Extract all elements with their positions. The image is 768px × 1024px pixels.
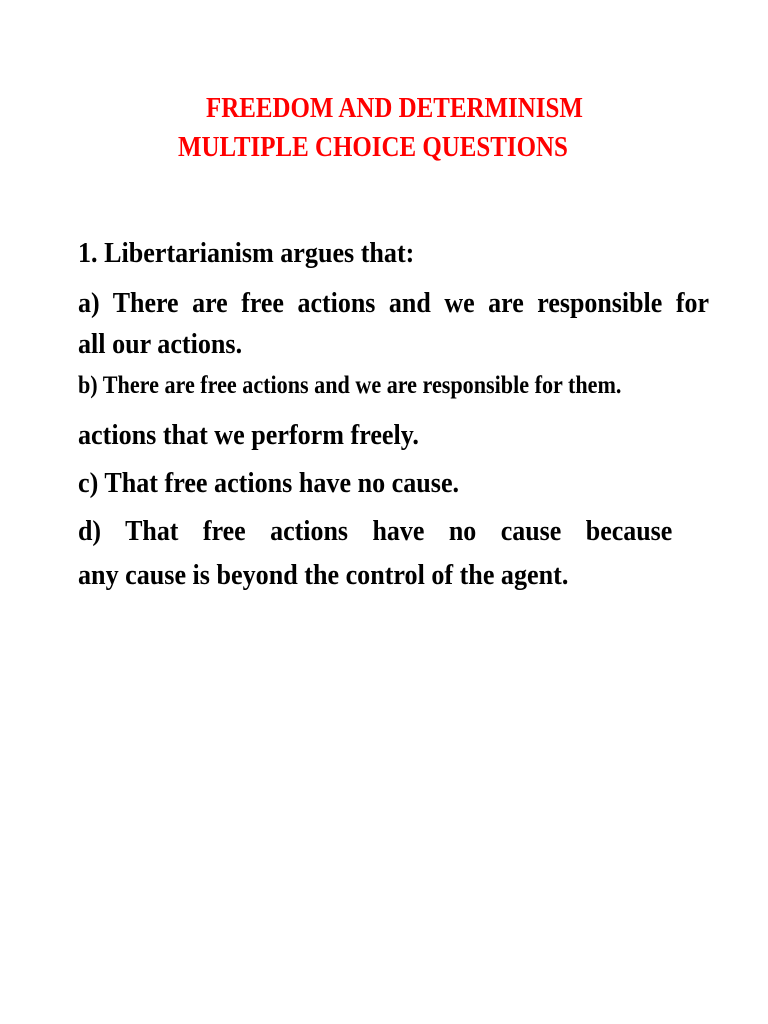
- document-title-line-1: FREEDOM AND DETERMINISM: [206, 92, 583, 124]
- option-c: c) That free actions have no cause.: [78, 467, 460, 499]
- option-a-line-1: a) There are free actions and we are responsible for: [78, 287, 709, 319]
- option-d-line-1: d) That free actions have no cause because: [78, 515, 673, 547]
- option-b: b) There are free actions and we are responsible for them.: [78, 372, 622, 399]
- option-b-continuation: actions that we perform freely.: [78, 419, 419, 451]
- option-a-line-2: all our actions.: [78, 328, 243, 360]
- option-d-line-2: any cause is beyond the control of the agent.: [78, 559, 569, 591]
- document-title-line-2: MULTIPLE CHOICE QUESTIONS: [178, 131, 568, 163]
- question-text: 1. Libertarianism argues that:: [78, 237, 415, 269]
